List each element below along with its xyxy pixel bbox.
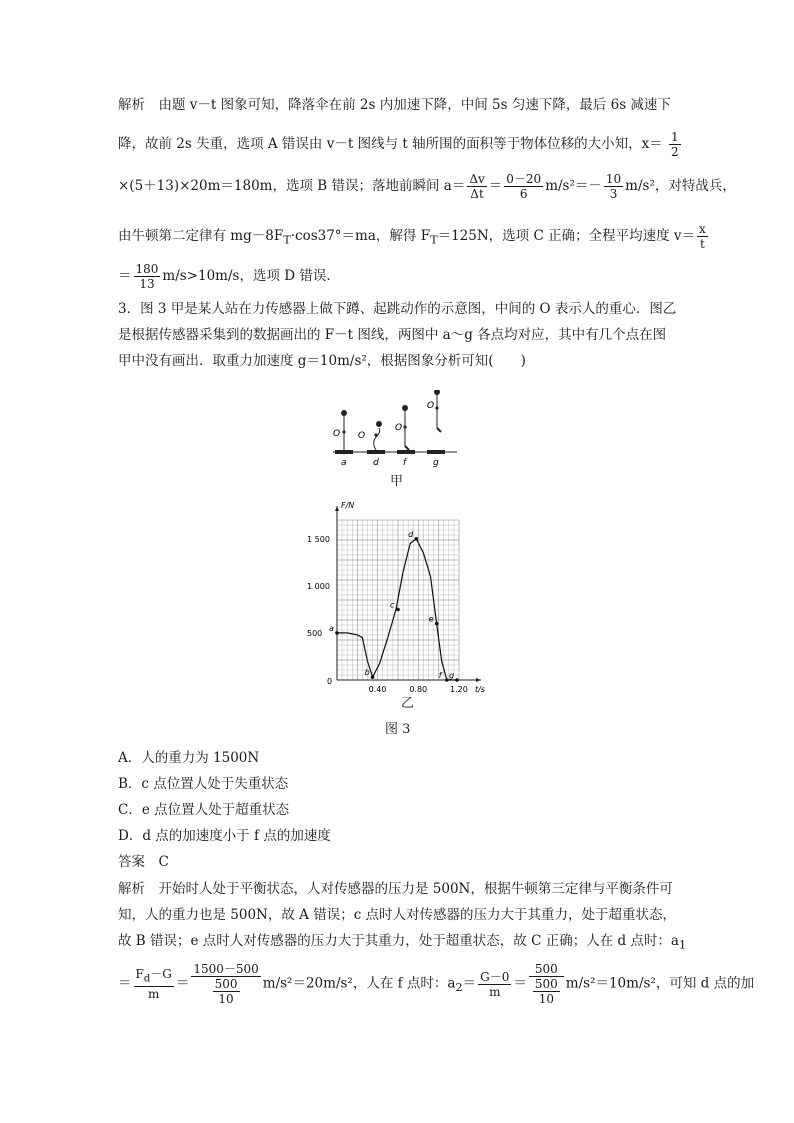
sensor-plate-d: [367, 450, 385, 454]
fraction-d: [134, 262, 161, 291]
sensor-plate-a: [335, 450, 353, 454]
solution1-line3: [118, 172, 736, 201]
point-e: [435, 622, 439, 626]
frac-den: [191, 977, 260, 1006]
text: 由牛顿第二定律有 mg－8F: [118, 228, 284, 244]
point-d: [415, 537, 419, 541]
fraction-g: [478, 970, 511, 999]
sub: d: [143, 973, 151, 985]
text: ＝: [462, 975, 477, 992]
figure-jia: [325, 390, 465, 470]
text: ·cos37°＝ma，解得 F: [290, 228, 431, 244]
solution2-line4: [118, 962, 754, 1006]
frac-num: [134, 967, 174, 987]
point-label-g: g: [448, 671, 455, 680]
frac-den: 10: [538, 992, 554, 1006]
fraction-x: [669, 130, 681, 159]
question-line2: 是根据传感器采集到的数据画出的 F－t 图线，两图中 a～g 各点均对应，其中有几个点在图: [118, 327, 667, 343]
head-a: [341, 410, 347, 416]
label-d: d: [373, 458, 379, 468]
fraction-v: [697, 222, 708, 251]
x-tick-label: 0.40: [368, 685, 387, 694]
option-d: D．d 点的加速度小于 f 点的加速度: [118, 828, 331, 844]
frac-num: 10: [605, 172, 622, 186]
text: m/s²＝10m/s²，可知 d 点的加: [565, 975, 755, 992]
sub: T: [283, 233, 291, 247]
frac-den: [529, 977, 564, 1006]
question-line1: 3．图 3 甲是某人站在力传感器上做下蹲、起跳动作的示意图，中间的 O 表示人的重心．图乙: [118, 301, 677, 317]
head-g: [434, 390, 440, 395]
option-b: B．c 点位置人处于失重状态: [118, 776, 289, 792]
point-g: [455, 678, 459, 682]
frac-num: 180: [135, 262, 159, 276]
solution1-line4: [118, 222, 710, 251]
frac-den: m: [147, 987, 160, 1002]
t: －G: [150, 966, 172, 981]
text: 故 B 错误；e 点时人对传感器的压力大于其重力，处于超重状态，故 C 正确；人在 d 点时：a: [118, 933, 679, 949]
frac-den: 6: [519, 187, 528, 201]
solution2-line2: 知，人的重力也是 500N，故 A 错误；c 点时人对传感器的压力大于其重力，处于超重状态，: [118, 907, 677, 923]
frac-num: G－0: [480, 969, 510, 984]
frac-den: 3: [609, 187, 618, 201]
fraction-a: [467, 172, 486, 201]
fraction-h: [529, 962, 564, 1006]
center-d: [374, 433, 377, 436]
point-c: [396, 608, 400, 612]
text: m/s²＝－: [545, 178, 602, 194]
solution1-line2: [118, 130, 683, 159]
fraction-c: [604, 172, 623, 201]
text: ＝: [175, 975, 190, 992]
t: F: [135, 966, 144, 981]
frac-den: 2: [670, 145, 679, 159]
head-f: [402, 405, 408, 411]
foot-g: [437, 428, 441, 432]
frac-den: 13: [139, 277, 155, 291]
point-b: [371, 675, 375, 679]
caption-jia: 甲: [390, 474, 404, 489]
frac-num: 1: [670, 130, 679, 144]
frac-num: 500: [214, 977, 238, 991]
body-d: [374, 428, 380, 450]
solution2-line1: 解析 开始时人处于平衡状态，人对传感器的压力是 500N，根据牛顿第三定律与平衡条件可: [118, 881, 673, 897]
y-axis-arrow: [335, 506, 339, 511]
solution1-line5: [118, 262, 340, 291]
x-axis-arrow: [476, 678, 481, 682]
frac-den: Δt: [470, 187, 484, 201]
point-label-e: e: [428, 614, 434, 624]
x-tick-label: 1.20: [450, 685, 468, 694]
solution2-line3: [118, 932, 686, 955]
frac-num: 1500－500: [193, 962, 259, 976]
frac-den: m: [489, 984, 501, 999]
point-label-d: d: [408, 529, 414, 539]
o-label-f: O: [395, 423, 403, 433]
frac-num: 500: [534, 977, 558, 991]
frac-num: 500: [529, 962, 564, 977]
nested-frac: [533, 977, 560, 1006]
sensor-plate-g: [427, 450, 445, 454]
head-d: [376, 421, 382, 427]
point-a: [335, 631, 339, 635]
text: m/s>10m/s，选项 D 错误．: [162, 268, 340, 284]
text: m/s²＝20m/s²，人在 f 点时：a: [262, 975, 456, 992]
text: ＝: [488, 178, 503, 194]
y-axis-label: F/N: [341, 501, 355, 510]
frac-num: 0－20: [506, 172, 542, 186]
o-label-d: O: [358, 431, 366, 441]
answer: 答案 C: [118, 854, 169, 870]
frac-num: Δv: [469, 172, 485, 186]
y-tick-label: 500: [307, 628, 323, 638]
frac-den: 10: [218, 992, 234, 1006]
caption-yi: 乙: [401, 696, 415, 711]
point-label-a: a: [329, 623, 334, 633]
center-a: [342, 430, 345, 433]
label-g: g: [433, 458, 439, 468]
fraction-f: [191, 962, 260, 1006]
x-axis-label: t/s: [475, 685, 485, 694]
text: ×(5＋13)×20m＝180m，选项 B 错误；落地前瞬间 a＝: [118, 178, 466, 194]
option-c: C．e 点位置人处于超重状态: [118, 802, 290, 818]
y-tick-label: 1 500: [307, 534, 330, 544]
foot-f: [405, 446, 409, 450]
label-f: f: [403, 458, 407, 468]
sub: 2: [455, 981, 463, 995]
x-tick-label: 0.80: [409, 685, 428, 694]
sensor-plate-f: [397, 450, 415, 454]
frac-num: x: [699, 222, 706, 236]
text: ＝: [118, 975, 132, 992]
center-f: [403, 425, 406, 428]
label-a: a: [341, 458, 347, 468]
fraction-b: [504, 172, 543, 201]
point-label-c: c: [390, 600, 395, 610]
point-label-b: b: [364, 668, 370, 678]
y-tick-label: 1 000: [307, 581, 330, 591]
sub: 1: [678, 938, 687, 952]
force-time-chart: [295, 495, 495, 695]
option-a: A．人的重力为 1500N: [118, 750, 260, 766]
figure-caption: 图 3: [385, 722, 411, 737]
text: ＝125N，选项 C 正确；全程平均速度 v＝: [437, 228, 696, 244]
frac-den: t: [699, 237, 705, 251]
text: m/s²，对特战兵，: [625, 178, 736, 194]
nested-frac: [213, 977, 240, 1006]
solution1-line1: 解析 由题 v－t 图象可知，降落伞在前 2s 内加速下降，中间 5s 匀速下降，最后 6s 减速下: [118, 97, 671, 113]
fraction-e: [134, 967, 174, 1001]
solution1-line2-text: 降，故前 2s 失重，选项 A 错误由 v－t 图线与 t 轴所围的面积等于物体位移的大小知，x＝: [118, 136, 663, 152]
o-label-g: O: [427, 401, 435, 411]
text: ＝: [118, 268, 132, 284]
center-g: [435, 406, 438, 409]
text: ＝: [513, 975, 527, 992]
sub: T: [430, 233, 438, 247]
o-label-a: O: [333, 429, 341, 439]
point-label-f: f: [438, 671, 442, 680]
origin-label: 0: [327, 677, 333, 686]
question-line3: 甲中没有画出．取重力加速度 g＝10m/s²，根据图象分析可知( ): [118, 353, 526, 369]
